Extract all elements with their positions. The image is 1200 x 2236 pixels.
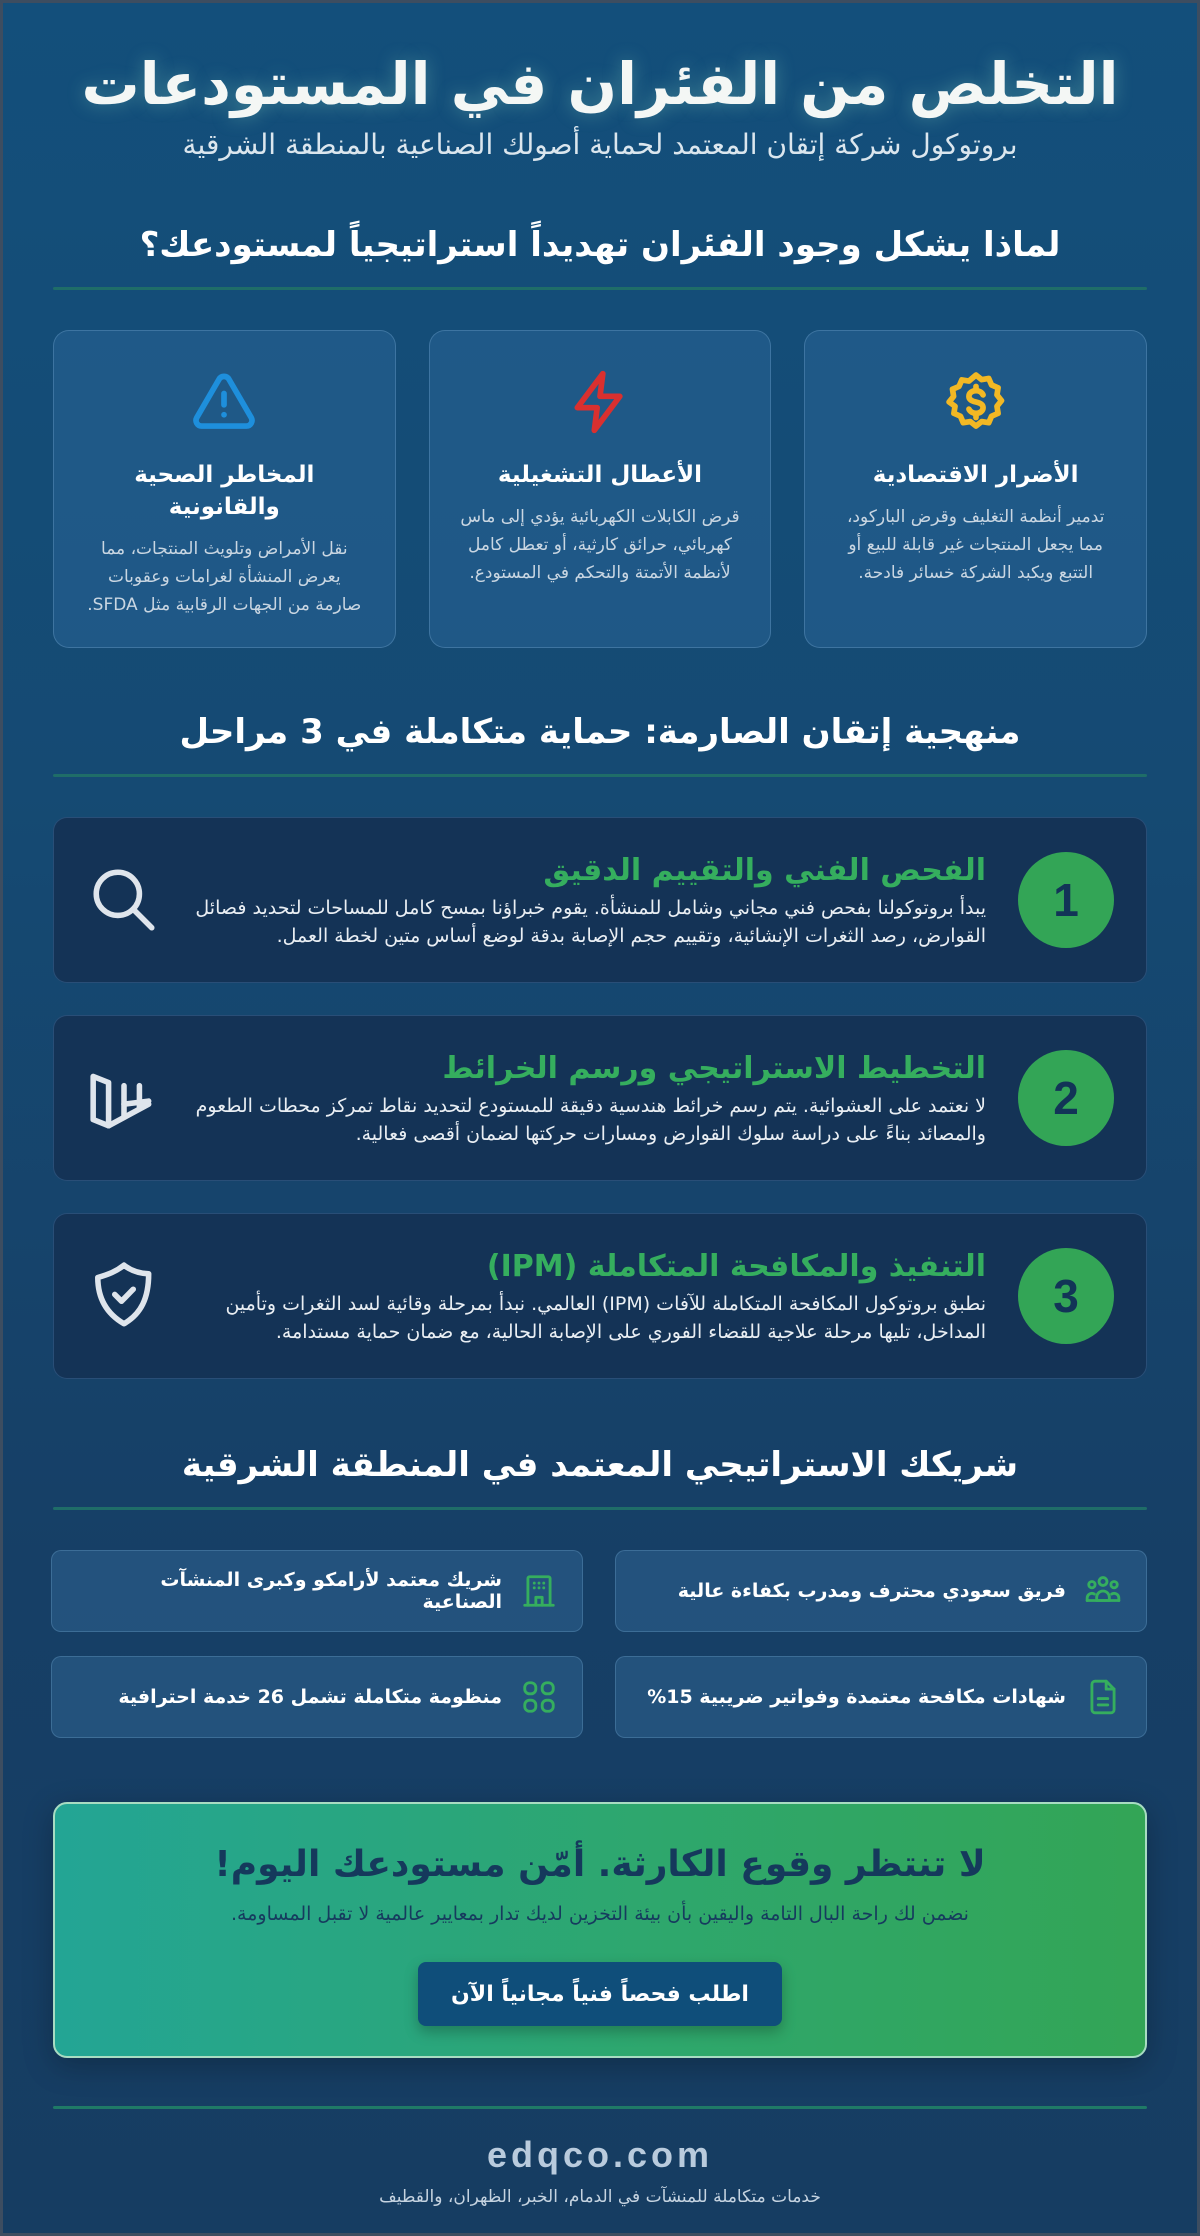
partner-section [53, 1441, 1147, 1738]
threat-card-economic [804, 330, 1147, 648]
header [53, 3, 1147, 165]
threat-card-health-legal [53, 330, 396, 648]
dollar-badge-icon [835, 367, 1116, 437]
step-number-badge: 2 [1018, 1050, 1114, 1146]
step-title: التنفيذ والمكافحة المتكاملة (IPM) [486, 1249, 986, 1284]
methodology-section-title: منهجية إتقان الصارمة: حماية متكاملة في 3 مراحل [179, 712, 1021, 752]
blueprint-icon [84, 1058, 164, 1138]
page-title: التخلص من الفئران في المستودعات [81, 50, 1119, 118]
step-body [164, 1048, 986, 1148]
warning-triangle-icon [84, 367, 365, 437]
threat-title: المخاطر الصحية والقانونية [134, 462, 315, 520]
step-body [164, 1246, 986, 1346]
step-body [164, 850, 986, 950]
step-desc: نطبق بروتوكول المكافحة المتكاملة للآفات (IPM) العالمي. نبدأ بمرحلة وقائية لسد الثغرات وتأمين المداخل، تليها مرحلة علاجية للقضاء الفوري على الإصابة الحالية، مع ضمان حماية مستدامة. [225, 1293, 986, 1343]
feature-label: فريق سعودي محترف ومدرب بكفاءة عالية [677, 1580, 1066, 1602]
steps-list [53, 817, 1147, 1379]
cta-desc: نضمن لك راحة البال التامة واليقين بأن بيئة التخزين لديك تدار بمعايير عالمية لا تقبل المساومة. [231, 1903, 969, 1925]
feature-label: منظومة متكاملة تشمل 26 خدمة احترافية [118, 1686, 502, 1708]
threat-title: الأضرار الاقتصادية [872, 462, 1079, 488]
footer [53, 2109, 1147, 2211]
threat-title: الأعطال التشغيلية [497, 462, 703, 488]
cta-panel [53, 1802, 1147, 2058]
feature-saudi-team [615, 1550, 1147, 1632]
feature-label: شهادات مكافحة معتمدة وفواتير ضريبية 15% [647, 1686, 1066, 1708]
section-divider [53, 774, 1147, 777]
step-title: الفحص الفني والتقييم الدقيق [543, 853, 986, 888]
partner-section-title: شريكك الاستراتيجي المعتمد في المنطقة الشرقية [181, 1445, 1019, 1485]
threat-card-operational [429, 330, 772, 648]
building-icon [520, 1572, 558, 1610]
threat-cards [53, 330, 1147, 648]
feature-26-services [51, 1656, 583, 1738]
cta-title: لا تنتظر وقوع الكارثة. أمّن مستودعك اليوم! [214, 1844, 986, 1885]
lightning-icon [460, 367, 741, 437]
step-number-badge: 3 [1018, 1248, 1114, 1344]
team-icon [1084, 1572, 1122, 1610]
step-desc: يبدأ بروتوكولنا بفحص فني مجاني وشامل للمنشأة. يقوم خبراؤنا بمسح كامل للمساحات لتحديد فصائل القوارض، رصد الثغرات الإنشائية، وتقييم حجم الإصابة بدقة لوضع أساس متين لخطة العمل. [195, 897, 986, 947]
feature-certificates [615, 1656, 1147, 1738]
request-inspection-button[interactable]: اطلب فحصاً فنياً مجانياً الآن [418, 1962, 782, 2026]
step-title: التخطيط الاستراتيجي ورسم الخرائط [442, 1051, 986, 1086]
section-divider [53, 1507, 1147, 1510]
step-planning [53, 1015, 1147, 1181]
threats-section-title: لماذا يشكل وجود الفئران تهديداً استراتيجياً لمستودعك؟ [139, 225, 1061, 265]
threat-desc: تدمير أنظمة التغليف وقرض الباركود، مما يجعل المنتجات غير قابلة للبيع أو التتبع ويكبد الشركة خسائر فادحة. [846, 507, 1105, 583]
feature-label: شريك معتمد لأرامكو وكبرى المنشآت الصناعية [160, 1569, 502, 1613]
threat-desc: قرض الكابلات الكهربائية يؤدي إلى ماس كهربائي، حرائق كارثية، أو تعطل كامل لأنظمة الأتمتة والتحكم في المستودع. [460, 507, 740, 583]
document-icon [1084, 1678, 1122, 1716]
feature-grid [53, 1550, 1147, 1738]
grid-icon [520, 1678, 558, 1716]
threat-desc: نقل الأمراض وتلويث المنتجات، مما يعرض المنشأة لغرامات وعقوبات صارمة من الجهات الرقابية مثل SFDA. [87, 539, 362, 615]
section-divider [53, 287, 1147, 290]
footer-website-link[interactable]: edqco.com [486, 2134, 714, 2175]
shield-check-icon [84, 1256, 164, 1336]
threats-section [53, 221, 1147, 648]
step-number-badge: 1 [1018, 852, 1114, 948]
step-inspection [53, 817, 1147, 983]
step-execution [53, 1213, 1147, 1379]
step-desc: لا نعتمد على العشوائية. يتم رسم خرائط هندسية دقيقة للمستودع لتحديد نقاط تمركز محطات الطعوم والمصائد بناءً على دراسة سلوك القوارض ومسارات حركتها لضمان أقصى فعالية. [195, 1095, 986, 1145]
page-subtitle: بروتوكول شركة إتقان المعتمد لحماية أصولك الصناعية بالمنطقة الشرقية [182, 128, 1018, 161]
magnifier-icon [84, 860, 164, 940]
methodology-section [53, 708, 1147, 1379]
footer-service-areas: خدمات متكاملة للمنشآت في الدمام، الخبر، الظهران، والقطيف [379, 2187, 821, 2207]
feature-aramco-partner [51, 1550, 583, 1632]
